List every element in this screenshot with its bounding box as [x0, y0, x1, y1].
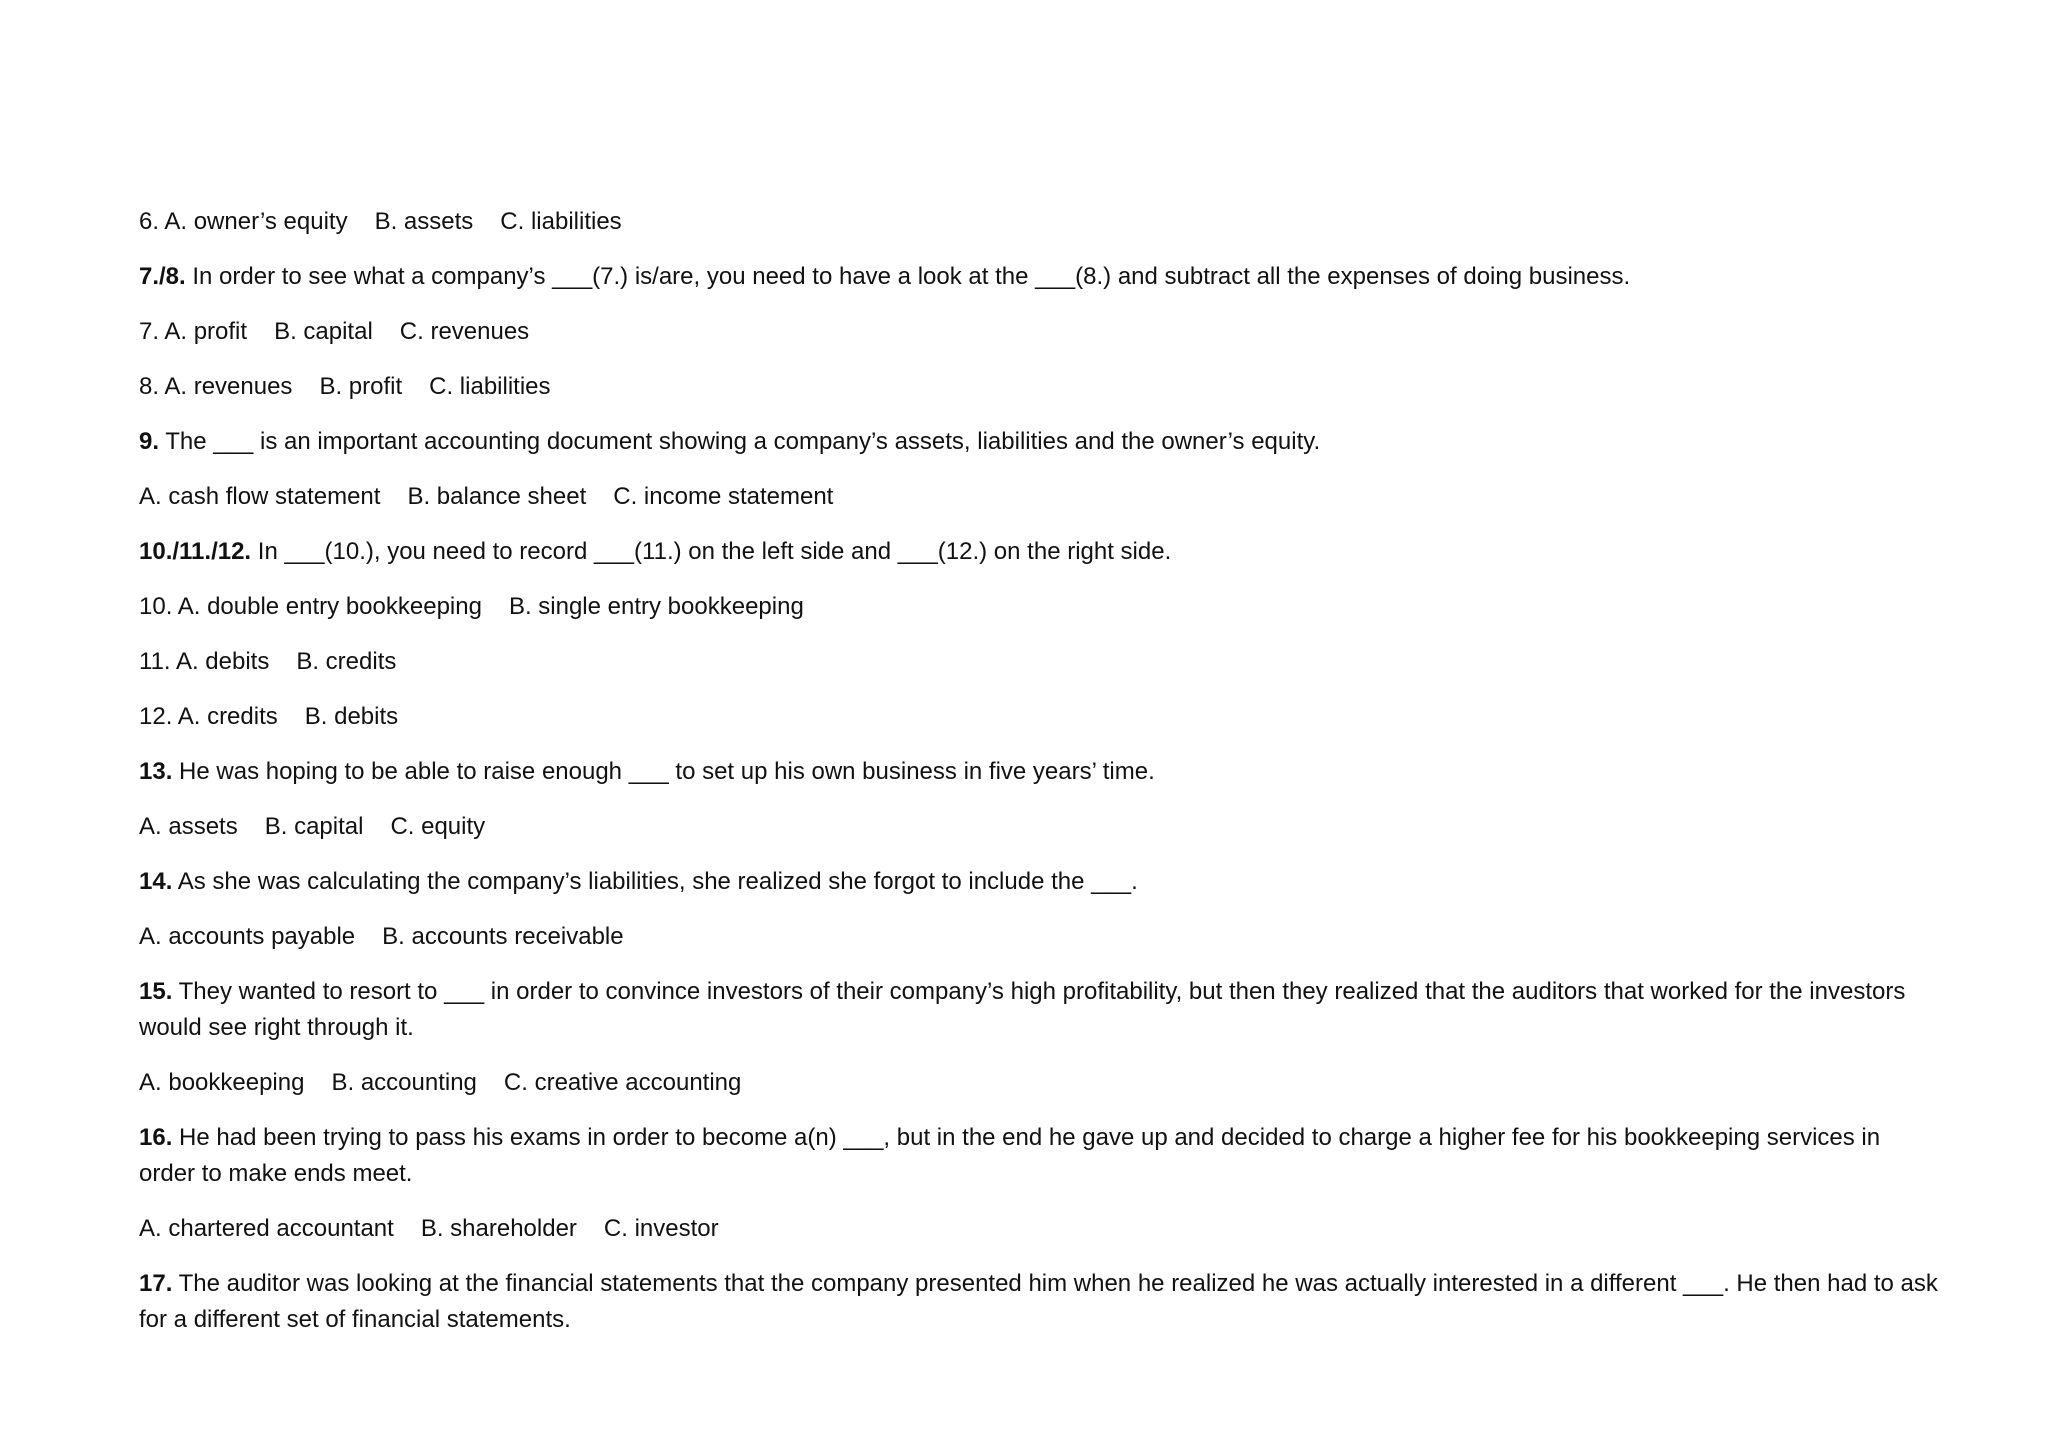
options-prefix: 11. [139, 648, 171, 675]
question-number: 10./11./12. [139, 538, 252, 565]
option-b: B. capital [264, 813, 364, 840]
option-c: C. equity [390, 813, 486, 840]
question-number: 16. [139, 1124, 173, 1151]
question-15 [139, 974, 1939, 1046]
options-prefix: 10. [139, 593, 173, 620]
option-a: A. bookkeeping [139, 1069, 305, 1096]
option-a: A. cash flow statement [139, 483, 381, 510]
question-17 [139, 1266, 1939, 1338]
question-13 [139, 754, 1939, 790]
option-c: C. income statement [613, 483, 834, 510]
option-b: B. shareholder [420, 1215, 577, 1242]
options-13 [139, 809, 1939, 845]
option-a: A. debits [175, 648, 270, 675]
option-b: B. debits [304, 703, 399, 730]
option-a: A. owner’s equity [164, 208, 348, 235]
question-text: In ___(10.), you need to record ___(11.) on the left side and ___(12.) on the right side. [251, 538, 1172, 565]
option-a: A. chartered accountant [139, 1215, 394, 1242]
option-b: B. assets [374, 208, 474, 235]
question-number: 14. [139, 868, 173, 895]
option-c: C. liabilities [500, 208, 622, 235]
option-b: B. capital [274, 318, 373, 345]
option-c: C. revenues [399, 318, 530, 345]
question-9 [139, 424, 1939, 460]
options-6 [139, 204, 1939, 240]
options-16 [139, 1211, 1939, 1247]
question-text: The auditor was looking at the financial statements that the company presented him when he realized he was actually interested in a different ___. He then had to ask for a different set of financial statements. [139, 1270, 1938, 1333]
option-c: C. investor [603, 1215, 719, 1242]
question-text: The ___ is an important accounting document showing a company’s assets, liabilities and the owner’s equity. [159, 428, 1321, 455]
option-a: A. credits [177, 703, 278, 730]
question-text: He had been trying to pass his exams in order to become a(n) ___, but in the end he gave up and decided to charge a higher fee for his bookkeeping services in order to make ends meet. [139, 1124, 1881, 1187]
options-8 [139, 369, 1939, 405]
option-c: C. creative accounting [503, 1069, 742, 1096]
option-b: B. profit [319, 373, 403, 400]
question-text: He was hoping to be able to raise enough ___ to set up his own business in five years’ time. [172, 758, 1155, 785]
options-prefix: 6. [139, 208, 160, 235]
question-text: They wanted to resort to ___ in order to convince investors of their company’s high profitability, but then they realized that the auditors that worked for the investors would see right through it. [139, 978, 1906, 1041]
options-prefix: 12. [139, 703, 173, 730]
question-number: 15. [139, 978, 173, 1005]
options-11 [139, 644, 1939, 680]
options-prefix: 7. [139, 318, 160, 345]
question-text: As she was calculating the company’s liabilities, she realized she forgot to include the ___. [172, 868, 1138, 895]
question-16 [139, 1120, 1939, 1192]
options-prefix: 8. [139, 373, 160, 400]
worksheet-page [139, 204, 1939, 1357]
question-10-11-12 [139, 534, 1939, 570]
option-b: B. credits [296, 648, 397, 675]
option-c: C. liabilities [429, 373, 551, 400]
options-12 [139, 699, 1939, 735]
question-number: 13. [139, 758, 173, 785]
option-a: A. accounts payable [139, 923, 356, 950]
options-14 [139, 919, 1939, 955]
question-number: 9. [139, 428, 160, 455]
option-b: B. accounting [331, 1069, 477, 1096]
question-text: In order to see what a company’s ___(7.) is/are, you need to have a look at the ___(8.) and subtract all the expenses of doing business. [185, 263, 1631, 290]
option-a: A. profit [164, 318, 248, 345]
question-number: 17. [139, 1270, 173, 1297]
options-10 [139, 589, 1939, 625]
options-9 [139, 479, 1939, 515]
options-15 [139, 1065, 1939, 1101]
option-b: B. balance sheet [407, 483, 587, 510]
question-14 [139, 864, 1939, 900]
option-b: B. accounts receivable [382, 923, 624, 950]
question-7-8 [139, 259, 1939, 295]
options-7 [139, 314, 1939, 350]
option-a: A. double entry bookkeeping [177, 593, 482, 620]
option-a: A. assets [139, 813, 238, 840]
question-number: 7./8. [139, 263, 186, 290]
option-b: B. single entry bookkeeping [508, 593, 804, 620]
option-a: A. revenues [164, 373, 293, 400]
